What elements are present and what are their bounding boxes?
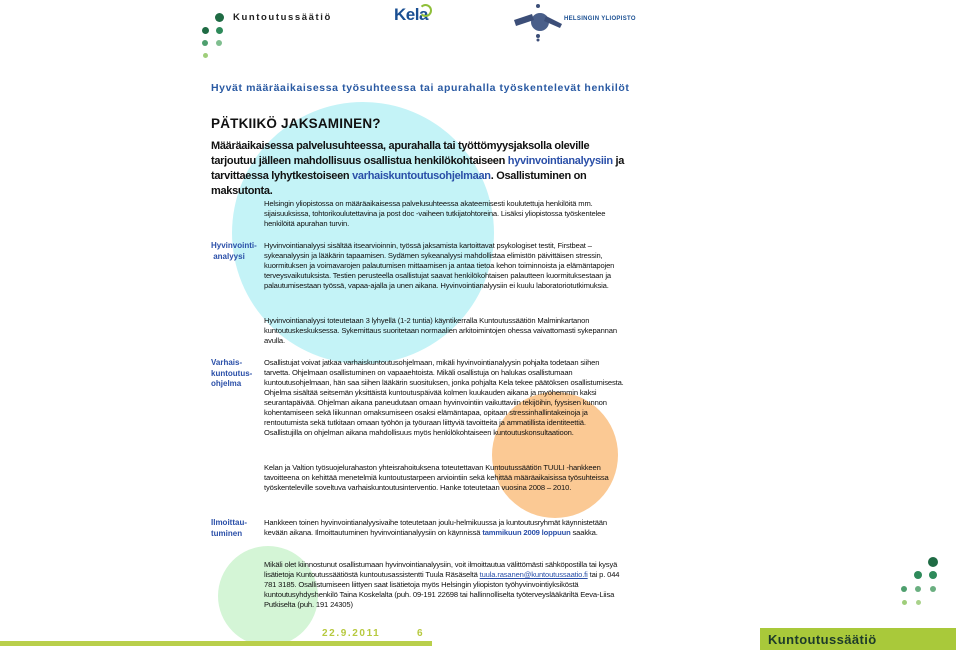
signup-deadline: tammikuun 2009 loppuun	[482, 528, 571, 537]
audience-subheading: Hyvät määräaikaisessa työsuhteessa tai apurahalla työskentelevät henkilöt	[211, 82, 630, 94]
wellbeing-analysis-link: hyvinvointianalyysiin	[507, 155, 613, 167]
contact-email-link[interactable]: tuula.rasanen@kuntoutussaatio.fi	[479, 570, 588, 579]
footer-brand: Kuntoutussäätiö	[768, 632, 877, 647]
paragraph-analysis-schedule: Hyvinvointianalyysi toteutetaan 3 lyhyellä (1-2 tuntia) käyntikerralla Kuntoutussäätiön Malminkartanon kuntoutuskeskuksessa. Sykemittaus suoritetaan normaalien arkitoimintojen ohessa vaivattomasti sykepannan avulla.	[264, 316, 617, 345]
org-name: Kuntoutussäätiö	[233, 12, 332, 23]
paragraph-contact: Mikäli olet kiinnostunut osallistumaan hyvinvointianalyysiin, voit ilmoittautua välittömästi sähköpostilla tai kysyä lisätietoja Kuntoutussäätiöstä kuntoutusassistentti Tuula Räsäseltä tuula.rasanen@kuntoutussaatio.fi tai p. 044 781 3185. Osallistumiseen liittyen saat lisätietoja myös Helsingin yliopiston työhyvinvointiyksiköstä kuntoutusyhdyshenkilö Taina Koskelalta (puh. 09-191 22698 tai hallinnolliselta työterveyslääkäriltä Eeva-Liisa Putkiselta (puh. 191 24305)	[264, 560, 620, 609]
section-label-signup: Ilmoittau- tuminen	[211, 518, 247, 538]
paragraph-program: Osallistujat voivat jatkaa varhaiskuntoutusohjelmaan, mikäli hyvinvointianalyysin pohjalta todetaan siihen tarvetta. Ohjelmaan osallistuminen on vapaaehtoista. Mikäli osallistuja on halukas osallistumaan kuntoutusohjelmaan, hän saa siihen lääkärin suosituksen, jonka pohjalta Kela tekee päätöksen osallistumisesta. Ohjelma sisältää seitsemän yksittäistä kuntoutuspäivää kolmen kuukauden aikana ja myöhemmin kaksi seurantapäivää. Ohjelman aikana paneudutaan omaan hyvinvointiin vaikuttaviin tekijöihin, fyysisen kunnon kohentamiseen sekä liikunnan omaksumiseen osaksi elämäntapaa, opitaan stressinhallintakeinoja ja rentoutumista sekä tutkitaan omaan työhön ja työuraan liittyviä tavoitteita ja ammatillista identiteettiä. Osallistujilla on ohjelman aikana mahdollisuus myös henkilökohtaiseen kuntoutuskonsultaatioon.	[264, 358, 624, 437]
kela-swirl-icon	[419, 4, 432, 17]
university-logo-text: HELSINGIN YLIOPISTO	[564, 16, 636, 22]
intro-text: Määräaikaisessa palvelusuhteessa, apurahalla tai työttömyysjaksolla oleville tarjoutuu jälleen mahdollisuus osallistua henkilökohtaiseen hyvinvointianalyysiin ja tarvittaessa lyhytkestoiseen varhaiskuntoutusohjelmaan. Osallistuminen on maksutonta.	[211, 140, 625, 197]
kela-logo: Kela	[394, 5, 428, 24]
paragraph-analysis: Hyvinvointianalyysi sisältää itsearvioinnin, työssä jaksamista kartoittavat psykologiset testit, Firstbeat – sykeanalyysin ja lääkärin tapaamisen. Sydämen sykeanalyysi mahdollistaa elimistön päivittäisen stressin, kuormituksen ja voimavarojen palautumisen mittaamisen ja antaa tietoa kehon toiminnoista ja elämäntapojen terveysvaikutuksista. Testien perusteella osallistujat saavat henkilökohtaisen palautteen kuormituksestaan ja palautumisestaan työssä, vapaa-ajalla ja unen aikana. Hyvinvointianalyysiin ei kuulu laboratoriotutkimuksia.	[264, 241, 615, 290]
section-label-analysis: Hyvinvointi- analyysi	[211, 241, 257, 261]
paragraph-university: Helsingin yliopistossa on määräaikaisessa palvelusuhteessa akateemisesti koulutettuja henkilöitä mm. sijaisuuksissa, tohtorikoulutettavina ja post doc -vaiheen tutkijatohtoreina. Lisäksi yliopistossa työskentelee henkilöitä apurahan turvin.	[264, 199, 606, 228]
section-label-program: Varhais- kuntoutus- ohjelma	[211, 358, 253, 388]
university-crest-icon	[512, 2, 564, 42]
footer-date: 22.9.2011	[322, 628, 381, 639]
paragraph-project: Kelan ja Valtion työsuojelurahaston yhteisrahoituksena toteutettavan Kuntoutussäätiön TUULI -hankkeen tavoitteena on kehittää menetelmiä kuntoutustarpeen arviointiin sekä kehittää määräaikaisissa työsuhteissa työskenteleville soveltuva varhaiskuntoutusinterventio. Hanke toteutetaan vuosina 2008 – 2010.	[264, 463, 609, 492]
page-number: 6	[417, 628, 423, 639]
footer-line	[0, 641, 432, 646]
page-title: PÄTKIIKÖ JAKSAMINEN?	[211, 116, 381, 131]
paragraph-signup: Hankkeen toinen hyvinvointianalyysivaihe toteutetaan joulu-helmikuussa ja kuntoutusryhmät käynnistetään kevään aikana. Ilmoittautuminen hyvinvointianalyysiin on käynnissä tammikuun 2009 loppuun saakka.	[264, 518, 607, 537]
early-rehab-link: varhaiskuntoutusohjelmaan	[352, 170, 491, 182]
